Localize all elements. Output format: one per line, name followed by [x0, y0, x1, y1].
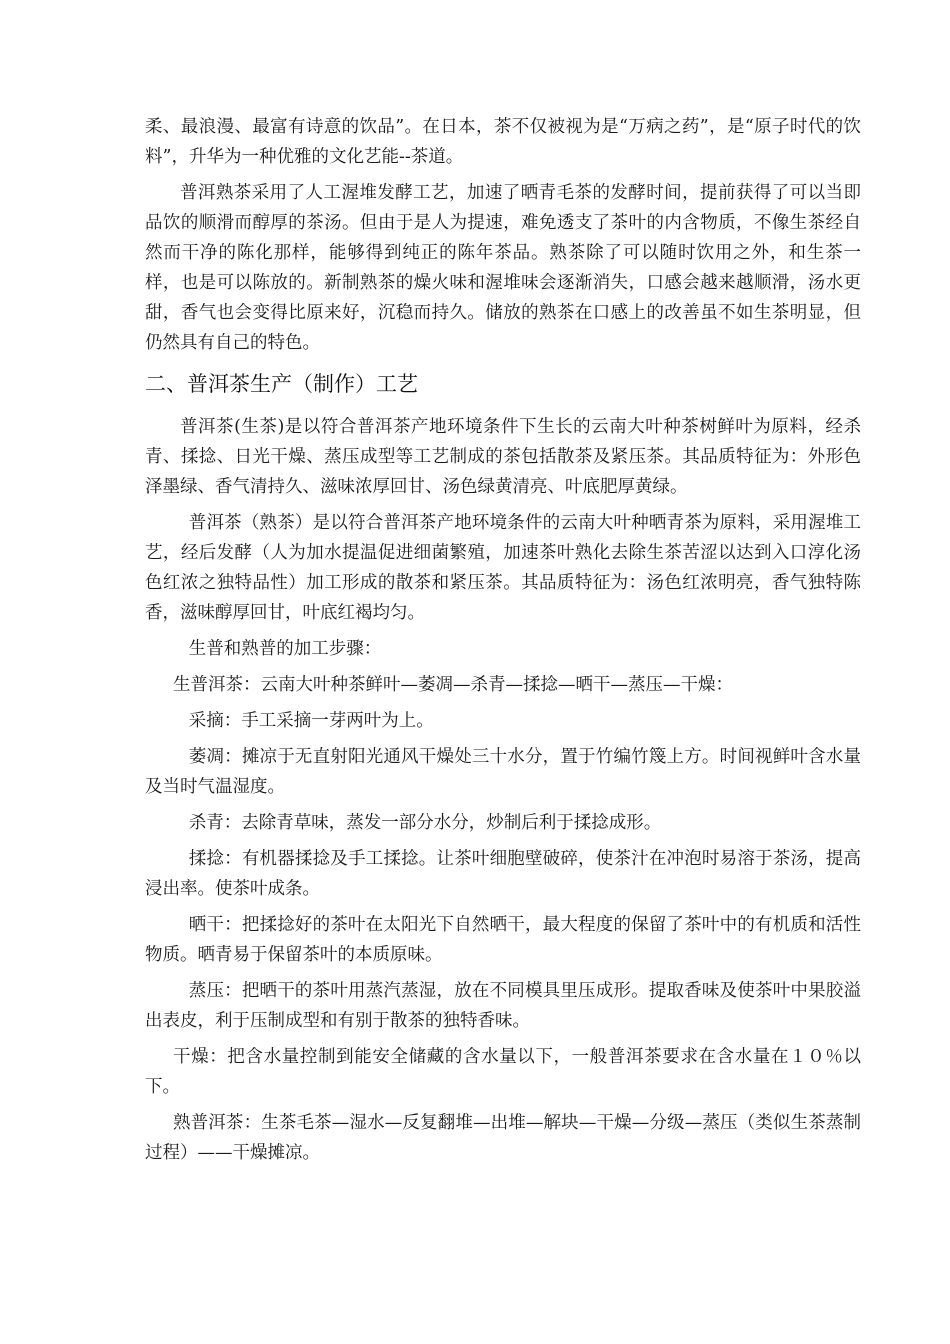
- paragraph-step-steaming: 蒸压：把晒干的茶叶用蒸汽蒸湿，放在不同模具里压成形。提取香味及使茶叶中果胶溢出表皮，利于压制成型和有别于散茶的独特香味。: [145, 981, 861, 1031]
- paragraph-step-rolling: 揉捻：有机器揉捻及手工揉捻。让茶叶细胞壁破碎，使茶汁在冲泡时易溶于茶汤，提高浸出率。使茶叶成条。: [145, 849, 861, 899]
- paragraph-continuation: 柔、最浪漫、最富有诗意的饮品”。在日本，茶不仅被视为是“万病之药”，是“原子时代的饮料”，升华为一种优雅的文化艺能--茶道。: [145, 117, 861, 167]
- paragraph-sheng-pu-process: 生普洱茶：云南大叶种茶鲜叶—萎凋—杀青—揉捻—晒干—蒸压—干燥：: [173, 675, 733, 695]
- section-heading: 二、普洱茶生产（制作）工艺: [145, 372, 418, 396]
- paragraph-shu-cha-definition: 普洱茶（熟茶）是以符合普洱茶产地环境条件的云南大叶种晒青茶为原料，采用渥堆工艺，经后发酵（人为加水提温促进细菌繁殖，加速茶叶熟化去除生茶苦涩以达到入口淳化汤色红浓之独特品性）加工形成的散茶和紧压茶。其品质特征为：汤色红浓明亮，香气独特陈香，滋味醇厚回甘，叶底红褐均匀。: [145, 513, 861, 623]
- paragraph-shu-cha: 普洱熟茶采用了人工渥堆发酵工艺，加速了晒青毛茶的发酵时间，提前获得了可以当即品饮的顺滑而醇厚的茶汤。但由于是人为提速，难免透支了茶叶的内含物质，不像生茶经自然而干净的陈化那样，能够得到纯正的陈年茶品。熟茶除了可以随时饮用之外，和生茶一样，也是可以陈放的。新制熟茶的燥火味和渥堆味会逐渐消失，口感会越来越顺滑，汤水更甜，香气也会变得比原来好，沉稳而持久。储放的熟茶在口感上的改善虽不如生茶明显，但仍然具有自己的特色。: [145, 183, 861, 353]
- paragraph-step-picking: 采摘：手工采摘一芽两叶为上。: [188, 711, 434, 731]
- paragraph-step-fixing: 杀青：去除青草味，蒸发一部分水分，炒制后利于揉捻成形。: [188, 813, 662, 833]
- document-page: [145, 112, 861, 1174]
- paragraph-sheng-cha-definition: 普洱茶(生茶)是以符合普洱茶产地环境条件下生长的云南大叶种茶树鲜叶为原料，经杀青、揉捻、日光干燥、蒸压成型等工艺制成的茶包括散茶及紧压茶。其品质特征为：外形色泽墨绿、香气清持久、滋味浓厚回甘、汤色绿黄清亮、叶底肥厚黄绿。: [145, 417, 861, 497]
- paragraph-shu-pu-process: 熟普洱茶：生茶毛茶—湿水—反复翻堆—出堆—解块—干燥—分级—蒸压（类似生茶蒸制过程）——干燥摊凉。: [145, 1113, 861, 1163]
- paragraph-step-withering: 萎凋：摊凉于无直射阳光通风干燥处三十水分，置于竹编竹篾上方。时间视鲜叶含水量及当时气温湿度。: [145, 747, 861, 797]
- paragraph-steps-intro: 生普和熟普的加工步骤：: [188, 639, 382, 659]
- paragraph-step-sun-drying: 晒干：把揉捻好的茶叶在太阳光下自然晒干，最大程度的保留了茶叶中的有机质和活性物质。晒青易于保留茶叶的本质原味。: [145, 915, 861, 965]
- paragraph-step-drying: 干燥：把含水量控制到能安全储藏的含水量以下，一般普洱茶要求在含水量在１０％以下。: [145, 1047, 861, 1097]
